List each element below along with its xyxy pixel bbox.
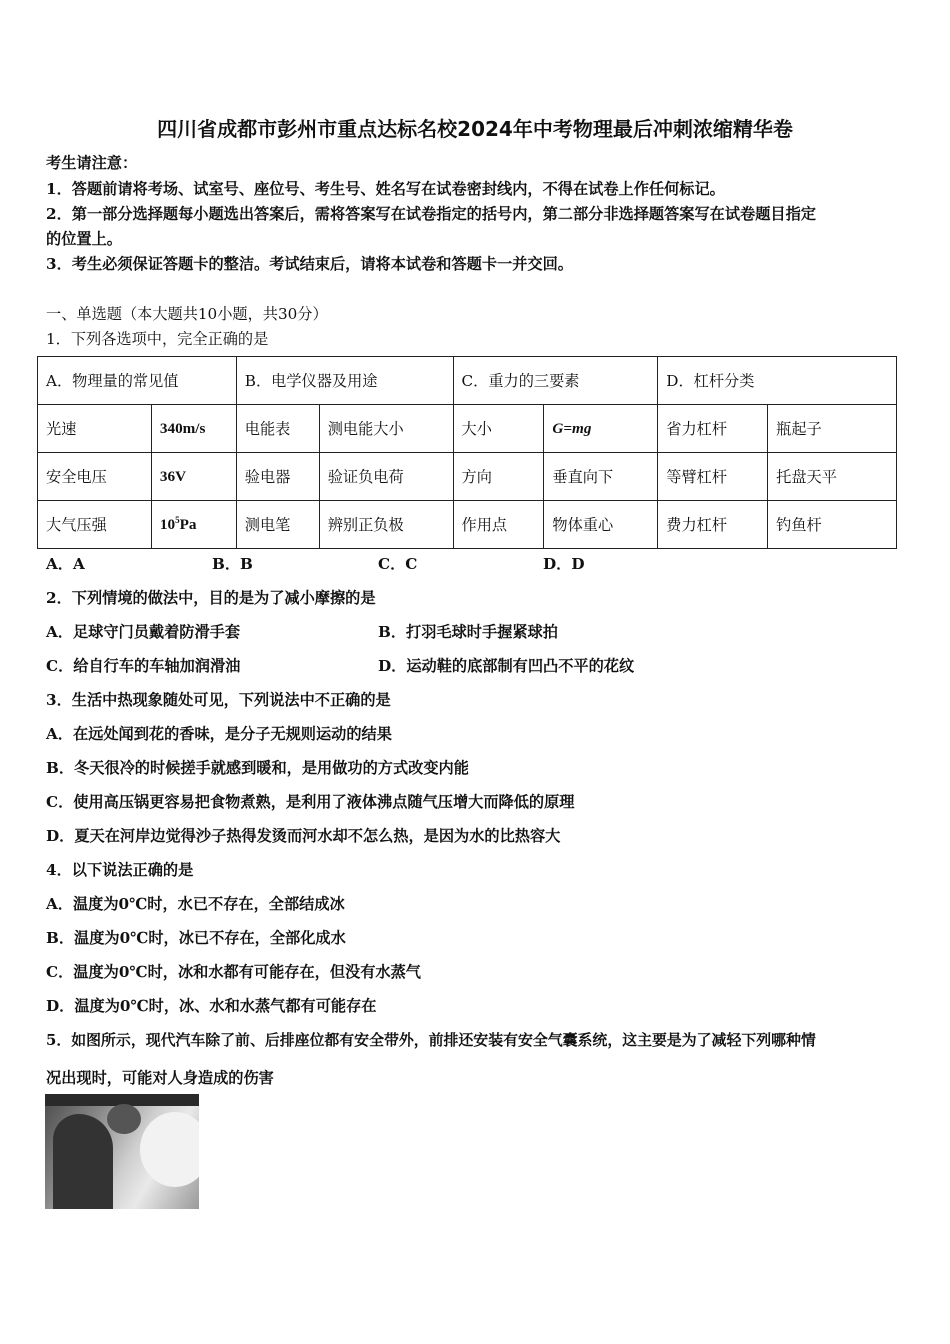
table-row [38,405,897,453]
table-cell: 作用点 [453,501,544,549]
q4-stem: 4．以下说法正确的是 [46,861,194,879]
pressure-base: 10 [159,516,176,533]
table-cell: 340m/s [151,405,236,453]
table-header-row [38,357,897,405]
photo-person-head [107,1104,141,1134]
table-cell: 电能表 [236,405,319,453]
q1-option-a: A．A [46,555,85,573]
table-cell: 36V [151,453,236,501]
table-cell: 测电笔 [236,501,319,549]
q2-stem: 2．下列情境的做法中，目的是为了减小摩擦的是 [46,589,376,607]
q5-stem-line2: 况出现时，可能对人身造成的伤害 [46,1069,274,1087]
table-cell: 费力杠杆 [658,501,768,549]
table-row [38,453,897,501]
q3-option-d: D．夏天在河岸边觉得沙子热得发烫而河水却不怎么热，是因为水的比热容大 [46,827,561,845]
q3-option-b: B．冬天很冷的时候搓手就感到暖和，是用做功的方式改变内能 [46,759,469,777]
q4-option-a: A．温度为0℃时，水已不存在，全部结成冰 [46,895,345,913]
table-cell: 垂直向下 [544,453,658,501]
notice-heading: 考生请注意： [46,154,138,172]
table-cell: 验电器 [236,453,319,501]
q1-option-b: B．B [212,555,253,573]
q2-option-c: C．给自行车的车轴加润滑油 [46,657,241,675]
pressure-exponent: 5 [175,515,180,525]
q2-option-d: D．运动鞋的底部制有凹凸不平的花纹 [378,657,635,675]
table-cell: 物体重心 [544,501,658,549]
q1-stem: 1．下列各选项中，完全正确的是 [46,330,269,348]
notice-item-2: 2．第一部分选择题每小题选出答案后，需将答案写在试卷指定的括号内，第二部分非选择题答案写在试卷题目指定 [46,205,816,223]
table-cell: 大气压强 [38,501,152,549]
q4-option-d: D．温度为0℃时，冰、水和水蒸气都有可能存在 [46,997,377,1015]
table-cell-pressure [151,501,236,549]
table-cell: 辨别正负极 [319,501,453,549]
airbag-photo [45,1094,199,1209]
table-cell: 验证负电荷 [319,453,453,501]
q1-table [37,356,897,549]
q1-option-d: D．D [543,555,585,573]
table-cell: 方向 [453,453,544,501]
photo-person-body [53,1114,113,1209]
q4-option-c: C．温度为0℃时，冰和水都有可能存在，但没有水蒸气 [46,963,421,981]
q4-option-b: B．温度为0℃时，冰已不存在，全部化成水 [46,929,346,947]
table-cell: 安全电压 [38,453,152,501]
table-cell: 托盘天平 [768,453,897,501]
q5-stem-line1: 5．如图所示，现代汽车除了前、后排座位都有安全带外，前排还安装有安全气囊系统，这主要是为了减轻下列哪种情 [46,1031,816,1049]
table-cell: 大小 [453,405,544,453]
table-cell: 省力杠杆 [658,405,768,453]
q3-option-a: A．在远处闻到花的香味，是分子无规则运动的结果 [46,725,392,743]
table-header-a: A．物理量的常见值 [38,357,237,405]
q2-option-a: A．足球守门员戴着防滑手套 [46,623,241,641]
table-cell: 钓鱼杆 [768,501,897,549]
q2-option-b: B．打羽毛球时手握紧球拍 [378,623,558,641]
q3-option-c: C．使用高压锅更容易把食物煮熟，是利用了液体沸点随气压增大而降低的原理 [46,793,575,811]
table-cell: 光速 [38,405,152,453]
table-header-c: C．重力的三要素 [453,357,658,405]
section-heading: 一、单选题（本大题共10小题，共30分） [46,305,328,323]
table-row [38,501,897,549]
notice-item-2-cont: 的位置上。 [46,230,122,248]
table-cell: 等臂杠杆 [658,453,768,501]
notice-item-3: 3．考生必须保证答题卡的整洁。考试结束后，请将本试卷和答题卡一并交回。 [46,255,573,273]
q3-stem: 3．生活中热现象随处可见，下列说法中不正确的是 [46,691,391,709]
page-title: 四川省成都市彭州市重点达标名校2024年中考物理最后冲刺浓缩精华卷 [157,117,793,141]
pressure-unit: Pa [179,516,197,533]
table-cell: G=mg [544,405,658,453]
table-header-d: D．杠杆分类 [658,357,897,405]
notice-item-1: 1．答题前请将考场、试室号、座位号、考生号、姓名写在试卷密封线内，不得在试卷上作任何标记。 [46,180,725,198]
table-header-b: B．电学仪器及用途 [236,357,453,405]
q1-option-c: C．C [378,555,418,573]
photo-airbag [140,1112,199,1187]
table-cell: 瓶起子 [768,405,897,453]
table-cell: 测电能大小 [319,405,453,453]
